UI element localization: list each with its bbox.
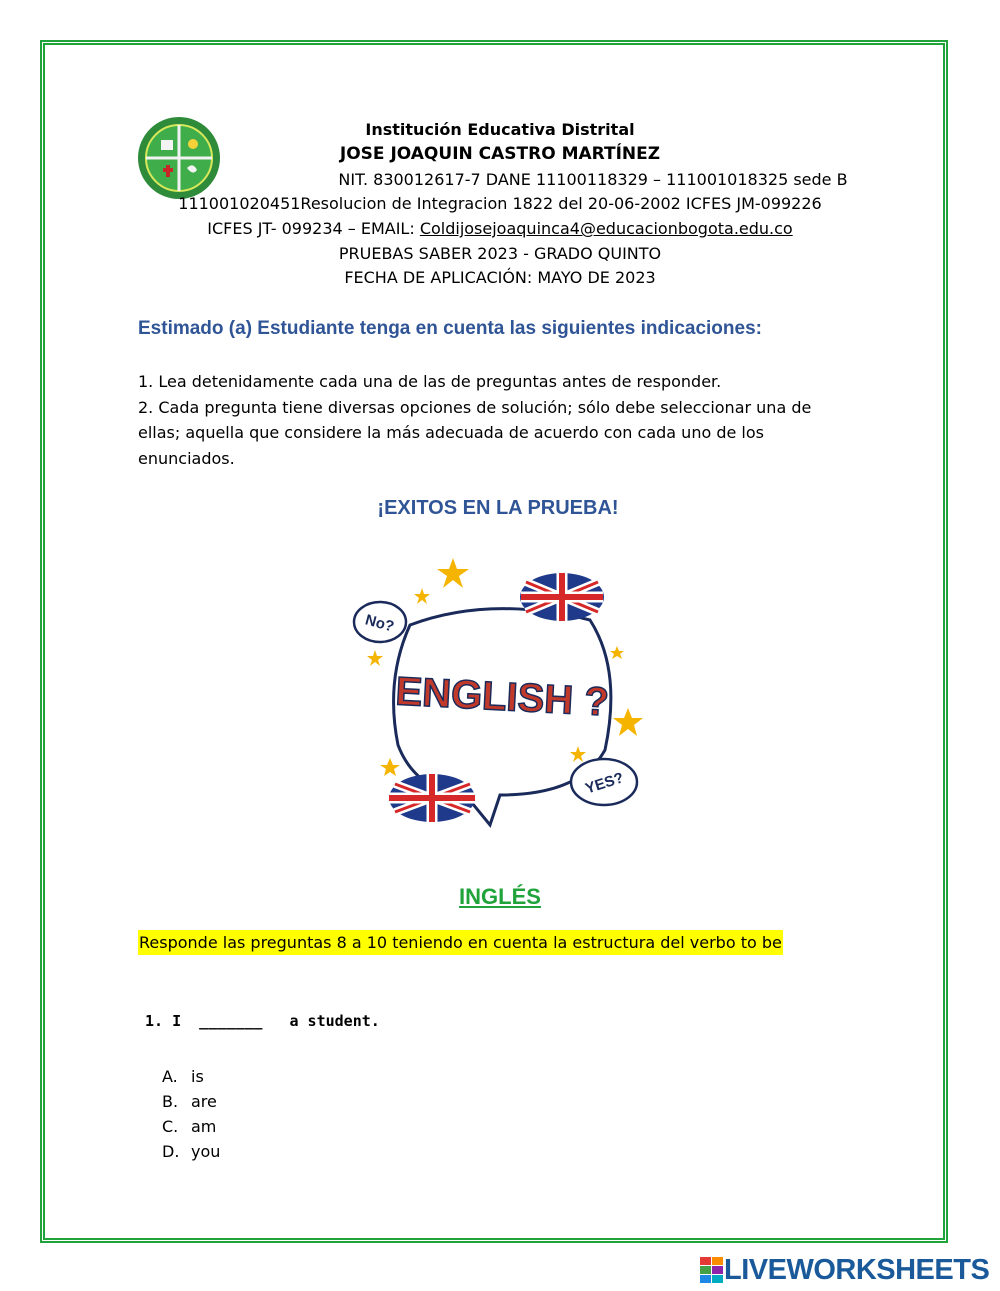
instruction-2: 2. Cada pregunta tiene diversas opciones de solución; sólo debe seleccionar una de ellas; aquella que considere la más adecuada de acuerdo con cada uno de los enunciados. <box>138 397 812 468</box>
section-title: INGLÉS <box>459 884 541 909</box>
no-label: No? <box>363 611 396 636</box>
option-c[interactable] <box>162 1114 220 1139</box>
yes-label: YES? <box>583 769 626 798</box>
institution-type: Institución Educativa Distrital <box>365 120 635 139</box>
answer-options <box>162 1064 220 1164</box>
instructions-list <box>138 369 858 471</box>
instructions-title: Estimado (a) Estudiante tenga en cuenta las siguientes indicaciones: <box>138 318 762 339</box>
option-d[interactable] <box>162 1139 220 1164</box>
option-b[interactable] <box>162 1089 220 1114</box>
resolution-line: 111001020451Resolucion de Integracion 1822 del 20-06-2002 ICFES JM-099226 <box>178 194 822 213</box>
option-letter: C. <box>162 1117 179 1136</box>
test-title: PRUEBAS SABER 2023 - GRADO QUINTO <box>338 244 662 263</box>
good-luck-heading: ¡EXITOS EN LA PRUEBA! <box>377 497 619 519</box>
email-link[interactable]: Coldijosejoaquinca4@educacionbogota.edu.co <box>419 219 793 238</box>
option-text: am <box>191 1117 217 1136</box>
highlighted-instruction: Responde las preguntas 8 a 10 teniendo en cuenta la estructura del verbo to be <box>138 930 783 955</box>
option-letter: B. <box>162 1092 179 1111</box>
option-letter: D. <box>162 1142 180 1161</box>
english-illustration <box>340 550 660 840</box>
english-word: ENGLISH ? <box>394 669 610 725</box>
application-date: FECHA DE APLICACIÓN: MAYO DE 2023 <box>344 268 656 287</box>
liveworksheets-brand: LIVEWORKSHEETS <box>724 1253 990 1286</box>
email-line <box>0 216 1000 241</box>
instruction-1: 1. Lea detenidamente cada una de las de preguntas antes de responder. <box>138 372 722 391</box>
nit-line: NIT. 830012617-7 DANE 11100118329 – 111001018325 sede B <box>338 170 848 189</box>
option-a[interactable] <box>162 1064 220 1089</box>
icfes-label: ICFES JT- 099234 – EMAIL: <box>207 219 420 238</box>
option-text: you <box>191 1142 221 1161</box>
option-letter: A. <box>162 1067 178 1086</box>
uk-flag-icon-2 <box>389 774 475 822</box>
school-name: JOSE JOAQUIN CASTRO MARTÍNEZ <box>339 144 661 164</box>
option-text: are <box>191 1092 217 1111</box>
option-text: is <box>191 1067 204 1086</box>
uk-flag-icon <box>520 573 604 621</box>
liveworksheets-logo[interactable] <box>700 1255 989 1285</box>
liveworksheets-icon <box>700 1257 724 1283</box>
question-1: 1. I _______ a student. <box>145 1012 380 1030</box>
